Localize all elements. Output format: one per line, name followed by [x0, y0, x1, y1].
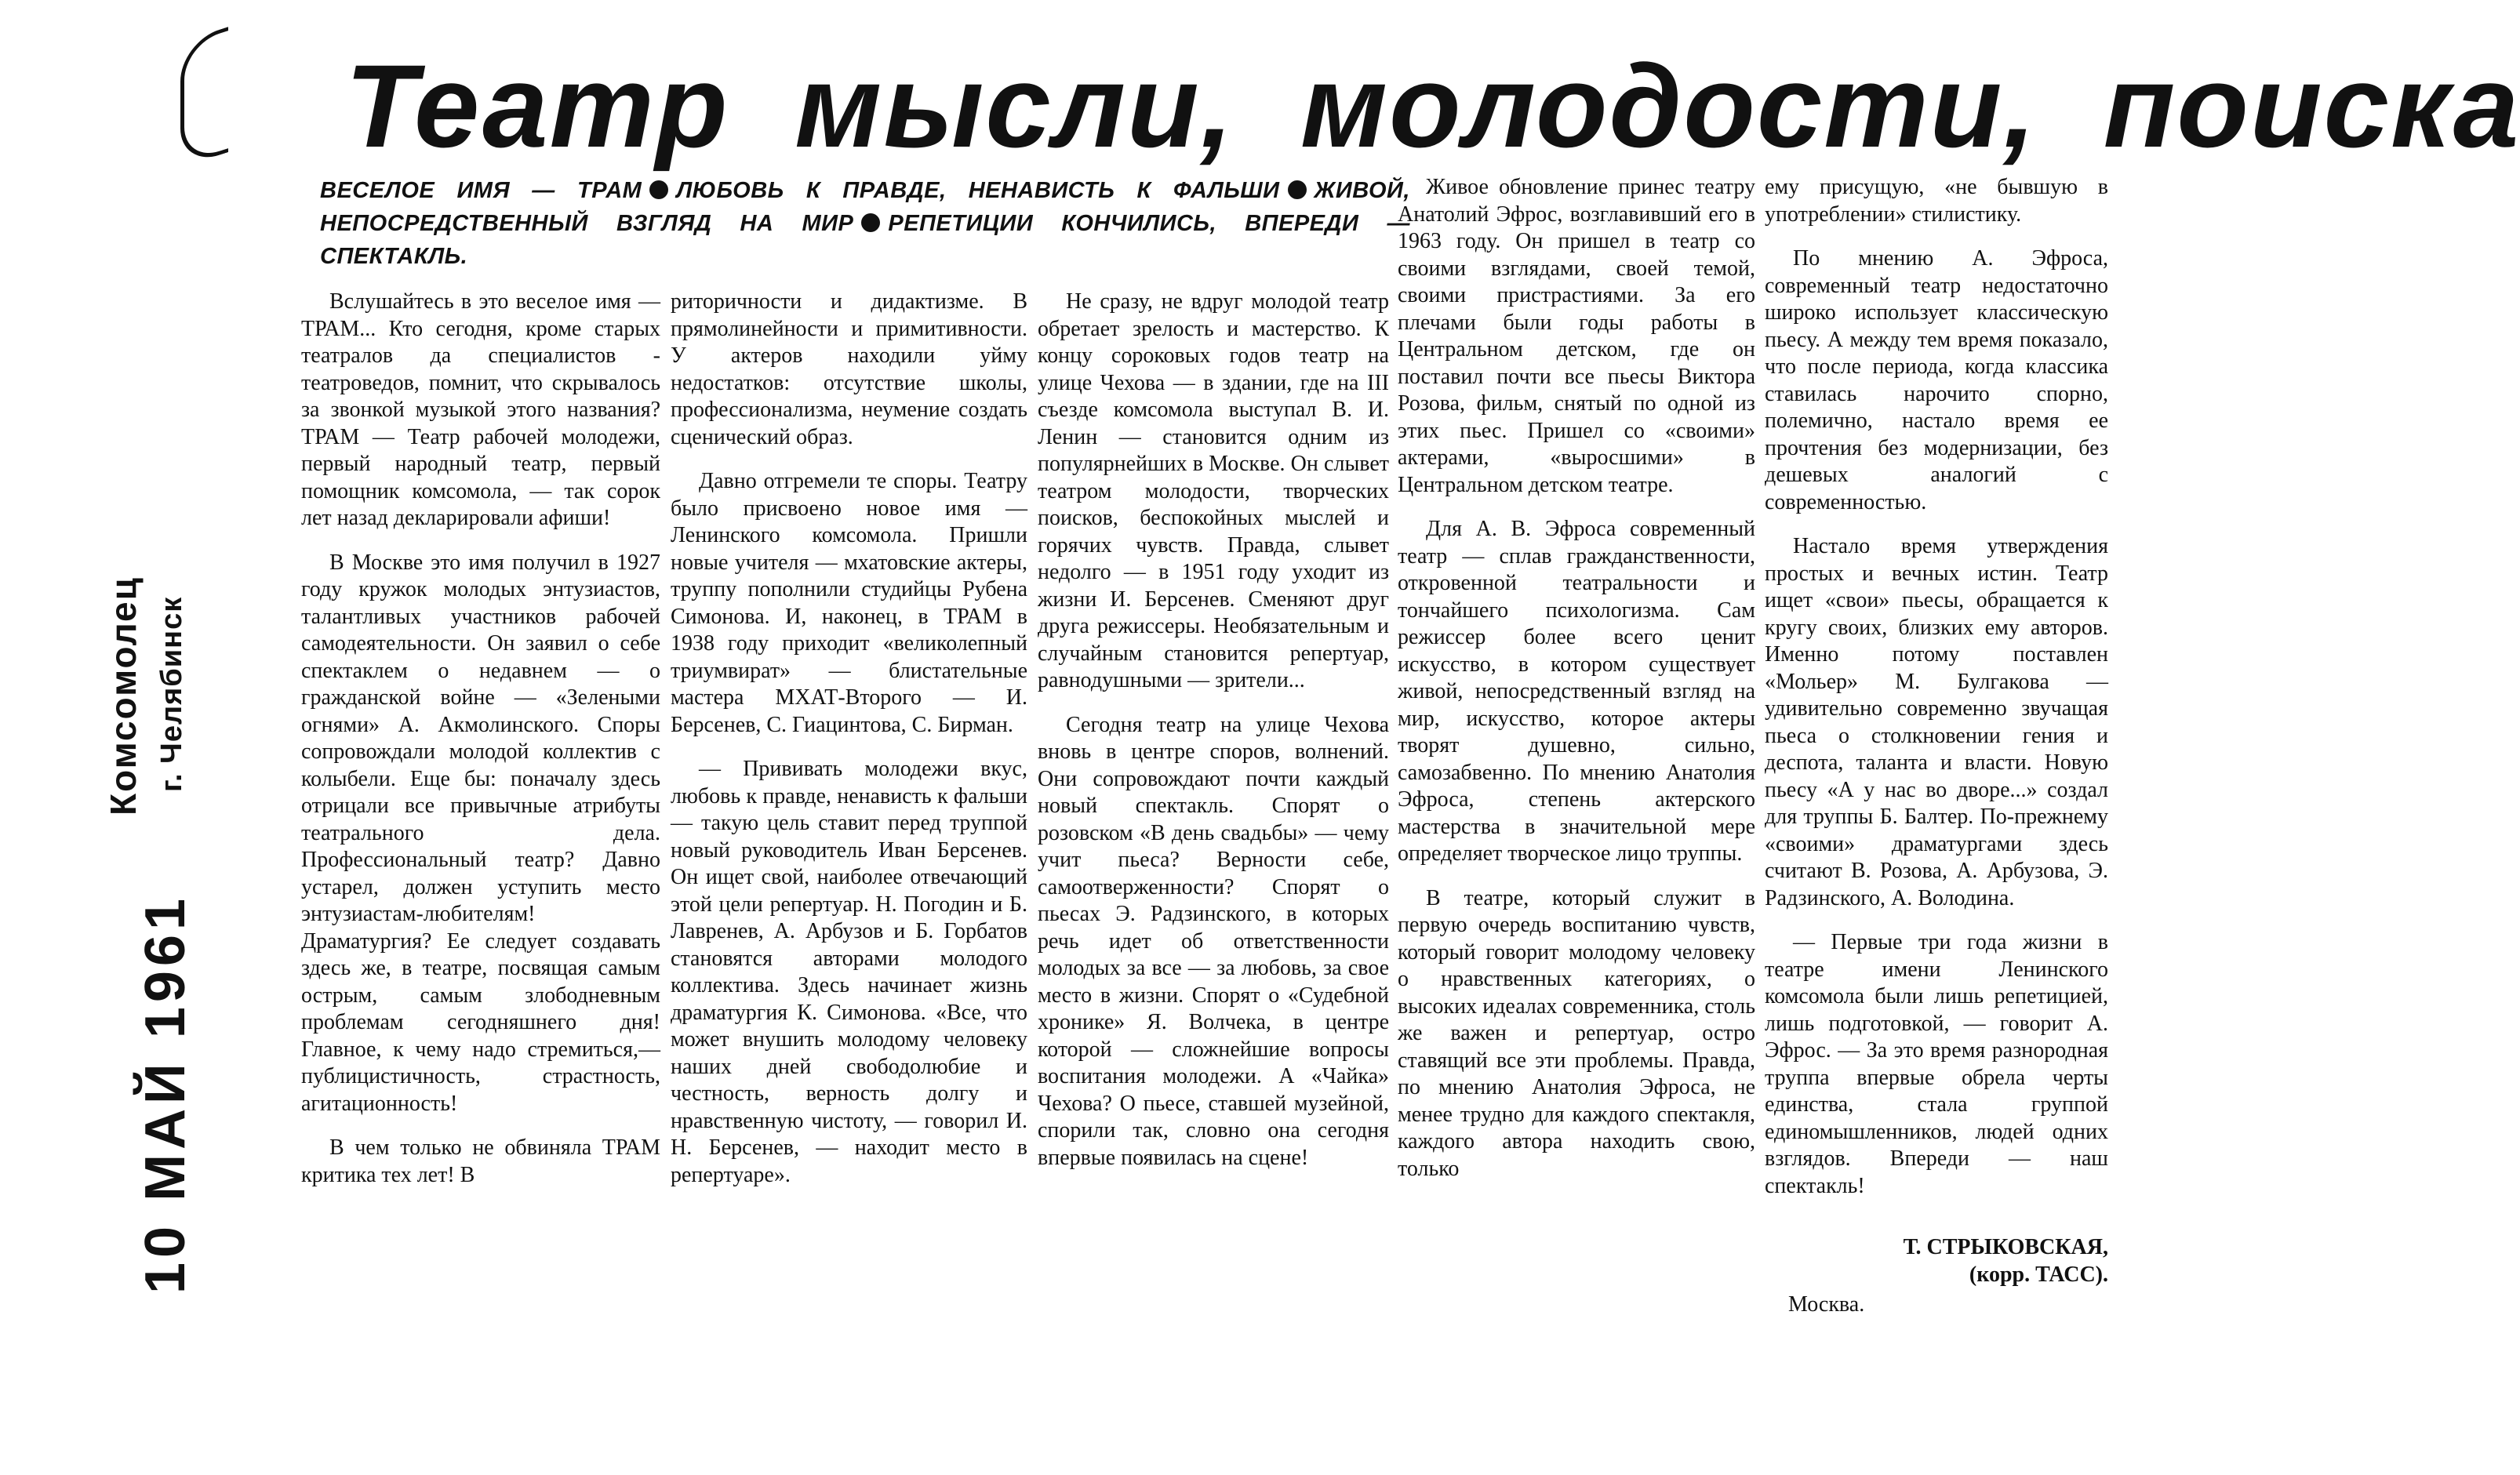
- paragraph: В театре, который служит в первую очередь воспитанию чувств, который говорит молодому человеку о нравственных категориях, о высоких идеалах современника, столь же важен и репертуар, остро ставящий все эти проблемы. Правда, по мнению Анатолия Эфроса, не менее трудно для каждого спектакля, каждого автора находить свою, только: [1398, 885, 1755, 1181]
- article-column-1: [301, 289, 660, 1189]
- stamp-city: г. Челябинск: [155, 596, 188, 792]
- article-column-2: [671, 289, 1027, 1189]
- paragraph: риторичности и дидактизме. В прямолинейности и примитивности. У актеров находили уйму недостатков: отсутствие школы, профессионализма, неумение создать сценический образ.: [671, 289, 1027, 449]
- paragraph: — Первые три года жизни в театре имени Ленинского комсомола были лишь репетицией, лишь подготовкой, — говорит А. Эфрос. — За это время разнородная труппа впервые обрела черты единства, стала группой единомышленников, людей одних взглядов. Впереди — наш спектакль!: [1765, 930, 2108, 1198]
- paragraph: В Москве это имя получил в 1927 году кружок молодых энтузиастов, талантливых участников рабочей самодеятельности. Он заявил о себе спектаклем о недавнем — о гражданской войне — «Зелеными огнями» А. Акмолинского. Споры сопровождали молодой коллектив с колыбели. Еще бы: поначалу здесь отрицали все привычные атрибуты театрального дела. Профессиональный театр? Давно устарел, должен уступить место энтузиастам-любителям! Драматургия? Ее следует создавать здесь же, в театре, посвящая самым острым, самым злободневным проблемам сегодняшнего дня! Главное, к чему надо стремиться,—публицистичность, страстность, агитационность!: [301, 550, 660, 1116]
- byline-author: Т. СТРЫКОВСКАЯ,: [1903, 1235, 2108, 1259]
- article-column-3: [1038, 289, 1389, 1172]
- paragraph: В чем только не обвиняла ТРАМ критика тех лет! В: [301, 1135, 660, 1187]
- byline: [1765, 1234, 2108, 1288]
- paragraph: Живое обновление принес театру Анатолий Эфрос, возглавивший его в 1963 году. Он пришел в театр со своими взглядами, своей темой, своими пристрастиями. За его плечами были годы работы в Центральном детском, где он поставил почти все пьесы Виктора Розова, фильм, снятый по одной из этих пьес. Пришел со «своими» актерами, «выросшими» в Центральном детском театре.: [1398, 175, 1755, 497]
- article-headline: Театр мысли, молодости, поиска: [345, 40, 2520, 172]
- byline-affiliation: (корр. ТАСС).: [1969, 1262, 2108, 1287]
- article-column-5: [1765, 174, 2108, 1319]
- paragraph: ему присущую, «не бывшую в употреблении» стилистику.: [1765, 175, 2108, 227]
- stamp-date: 10 МАЙ 1961: [134, 894, 197, 1294]
- paragraph: Настало время утверждения простых и вечных истин. Театр ищет «свои» пьесы, обращается к кругу своих, близких ему авторов. Именно потому поставлен «Мольер» М. Булгакова — удивительно современно звучащая пьеса о столкновении гения и деспота, таланта и власти. Новую пьесу «А у нас во дворе...» создал для труппы Б. Балтер. По-прежнему «своими» драматургами здесь считают В. Розова, А. Арбузова, Э. Радзинского, А. Володина.: [1765, 534, 2108, 910]
- paragraph: По мнению А. Эфроса, современный театр недостаточно широко использует классическую пьесу. А между тем время показало, что после периода, когда классика ставилась нарочито спорно, полемично, настало время ее прочтения без модернизации, без дешевых аналогий с современностью.: [1765, 246, 2108, 514]
- paragraph: — Прививать молодежи вкус, любовь к правде, ненависть к фальши — такую цель ставит перед труппой новый руководитель Иван Берсенев. Он ищет свой, наиболее отвечающий этой цели репертуар. Н. Погодин и Б. Лавренев, А. Арбузов и Б. Горбатов становятся авторами молодого коллектива. Здесь начинает жизнь драматургия К. Симонова. «Все, что может внушить молодому человеку наших дней свободолюбие и честность, верность долгу и нравственную чистоту, — говорил И. Н. Берсенев, — находит место в репертуаре».: [671, 757, 1027, 1187]
- paragraph: Сегодня театр на улице Чехова вновь в центре споров, волнений. Они сопровождают почти каждый новый спектакль. Спорят о розовском «В день свадьбы» — чему учит пьеса? Верности себе, самоотверженности? Спорят о пьесах Э. Радзинского, в которых речь идет об ответственности молодых за все — за любовь, за свое место в жизни. Спорят о «Судебной хронике» Я. Волчека, в центре которой — сложнейшие вопросы воспитания молодежи. А «Чайка» Чехова? О пьесе, ставшей музейной, спорили так, словно она сегодня впервые появилась на сцене!: [1038, 712, 1389, 1170]
- paragraph: Не сразу, не вдруг молодой театр обретает зрелость и мастерство. К концу сороковых годов театр на улице Чехова — в здании, где на III съезде комсомола выступал В. И. Ленин — становится одним из популярнейших в Москве. Он слывет театром молодости, творческих поисков, беспокойных мыслей и горячих чувств. Правда, слывет недолго — в 1951 году уходит из жизни И. Берсенев. Сменяют друг друга режиссеры. Необязательным и случайным становится репертуар, равнодушными — зрители...: [1038, 289, 1389, 692]
- bullet-separator-icon: [1288, 180, 1307, 199]
- byline-city: Москва.: [1788, 1292, 1865, 1317]
- stamp-newspaper-name: Комсомолец: [103, 576, 144, 816]
- subhead-item: ВЕСЕЛОЕ ИМЯ — ТРАМ: [320, 178, 642, 203]
- bullet-separator-icon: [861, 213, 880, 232]
- article-subhead: [320, 174, 1410, 273]
- handwritten-margin-mark: [180, 27, 228, 168]
- article-column-4: [1398, 174, 1755, 1183]
- paragraph: Для А. В. Эфроса современный театр — сплав гражданственности, откровенной театральности и тончайшего психологизма. Сам режиссер более всего ценит искусство, в котором существует живой, непосредственный взгляд на мир, искусство, которое актеры творят душевно, сильно, самозабвенно. По мнению Анатолия Эфроса, степень актерского мастерства в значительной мере определяет творческое лицо труппы.: [1398, 517, 1755, 866]
- subhead-item: ЖИВОЙ, НЕПОСРЕДСТВЕННЫЙ ВЗГЛЯД НА МИР: [320, 178, 1410, 236]
- bullet-separator-icon: [649, 180, 668, 199]
- paragraph: Вслушайтесь в это веселое имя — ТРАМ... Кто сегодня, кроме старых театралов да специалистов - театроведов, помнит, что скрывалось за звонкой музыкой этого названия? ТРАМ — Театр рабочей молодежи, первый народный театр, первый помощник комсомола, — так сорок лет назад декларировали афиши!: [301, 289, 660, 530]
- subhead-item: РЕПЕТИЦИИ КОНЧИЛИСЬ, ВПЕРЕДИ — СПЕКТАКЛЬ.: [320, 211, 1410, 269]
- subhead-item: ЛЮБОВЬ К ПРАВДЕ, НЕНАВИСТЬ К ФАЛЬШИ: [676, 178, 1280, 203]
- paragraph: Давно отгремели те споры. Театру было присвоено новое имя — Ленинского комсомола. Пришли новые учителя — мхатовские актеры, труппу пополнили студийцы Рубена Симонова. И, наконец, в ТРАМ в 1938 году приходит «великолепный триумвират» — блистательные мастера МХАТ-Второго — И. Берсенев, С. Гиацинтова, С. Бирман.: [671, 469, 1027, 737]
